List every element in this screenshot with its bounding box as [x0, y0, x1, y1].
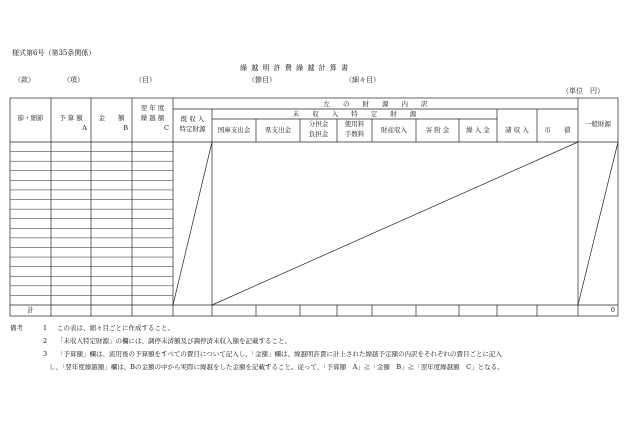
col-yokunendo-header-1: 翌 年 度 [140, 104, 165, 112]
mishuunyu-header: 未 収 入 特 定 財 源 [292, 110, 417, 118]
kenshi-header: 県支出金 [265, 126, 291, 134]
note-3-text-line-1: 「予算額」欄は、流用後の予算額をすべての費目について記入し、「金額」欄は、繰越明許費に計上された繰越予定額の内訳をそれぞれの費目ごとに記入 [57, 351, 502, 358]
kan-label: （款） [14, 76, 35, 84]
ippan-header: 一般財源 [585, 120, 611, 128]
shoshu-header: 諸 収 入 [505, 126, 529, 134]
kokko-header: 国庫支出金 [217, 126, 251, 134]
document-title: 繰 越 明 許 費 繰 越 計 算 書 [240, 64, 350, 72]
notes-label: 備考 [10, 324, 23, 332]
kishuunyu-header-1: 既 収 入 [180, 115, 205, 123]
zaisan-header: 財産収入 [381, 126, 407, 134]
saimoku-label: （細々目） [345, 76, 380, 84]
kou-label: （項） [63, 76, 84, 84]
col-kingaku-header: 金 額 [98, 114, 125, 122]
shisai-header: 市 債 [544, 126, 571, 134]
note-3-text-line-2: し、「翌年度繰越額」欄は、Bの金額の中から実際に繰越をした金額を記載すること。従って、「予算額 A」≧「金額 B」≧「翌年度繰越額 C」となる。 [49, 364, 504, 371]
kishuunyu-header-2: 特定財源 [179, 125, 206, 133]
note-2-text: 「未収入特定財源」の欄には、調停未済額及び調停済未収入額を記載すること。 [57, 337, 291, 345]
total-label: 計 [27, 306, 34, 314]
setsu-label: （節目） [248, 76, 276, 84]
col-kingaku-letter: B [123, 124, 128, 132]
shiyoryo-header-1: 使用料 [344, 120, 365, 128]
col-yokunendo-letter: C [164, 124, 169, 132]
buntan-header-1: 分担金 [308, 120, 329, 128]
col-yokunendo-header-2: 繰 越 額 [140, 114, 165, 122]
note-3-number: 3 [43, 350, 48, 358]
note-1-text: この表は、細々目ごとに作成すること。 [57, 324, 174, 332]
kifu-header: 寄 附 金 [425, 126, 450, 134]
shiyoryo-header-2: 手数料 [344, 130, 365, 138]
unit-label: （単位 円） [562, 87, 604, 95]
buntan-header-2: 負担金 [308, 130, 329, 138]
col-yosan-header: 予 算 額 [59, 114, 83, 122]
col-setsu-header: 節・細節 [17, 114, 44, 122]
form-id: 様式第6号（第35条関係） [12, 49, 96, 57]
col-yosan-letter: A [82, 124, 87, 132]
note-1-number: 1 [43, 324, 48, 332]
kurinyu-header: 繰 入 金 [466, 126, 490, 134]
moku-label: （目） [135, 76, 156, 84]
total-value: 0 [610, 306, 615, 314]
zaigen-header: 左 の 財 源 内 訳 [323, 100, 428, 108]
note-2-number: 2 [43, 337, 48, 345]
